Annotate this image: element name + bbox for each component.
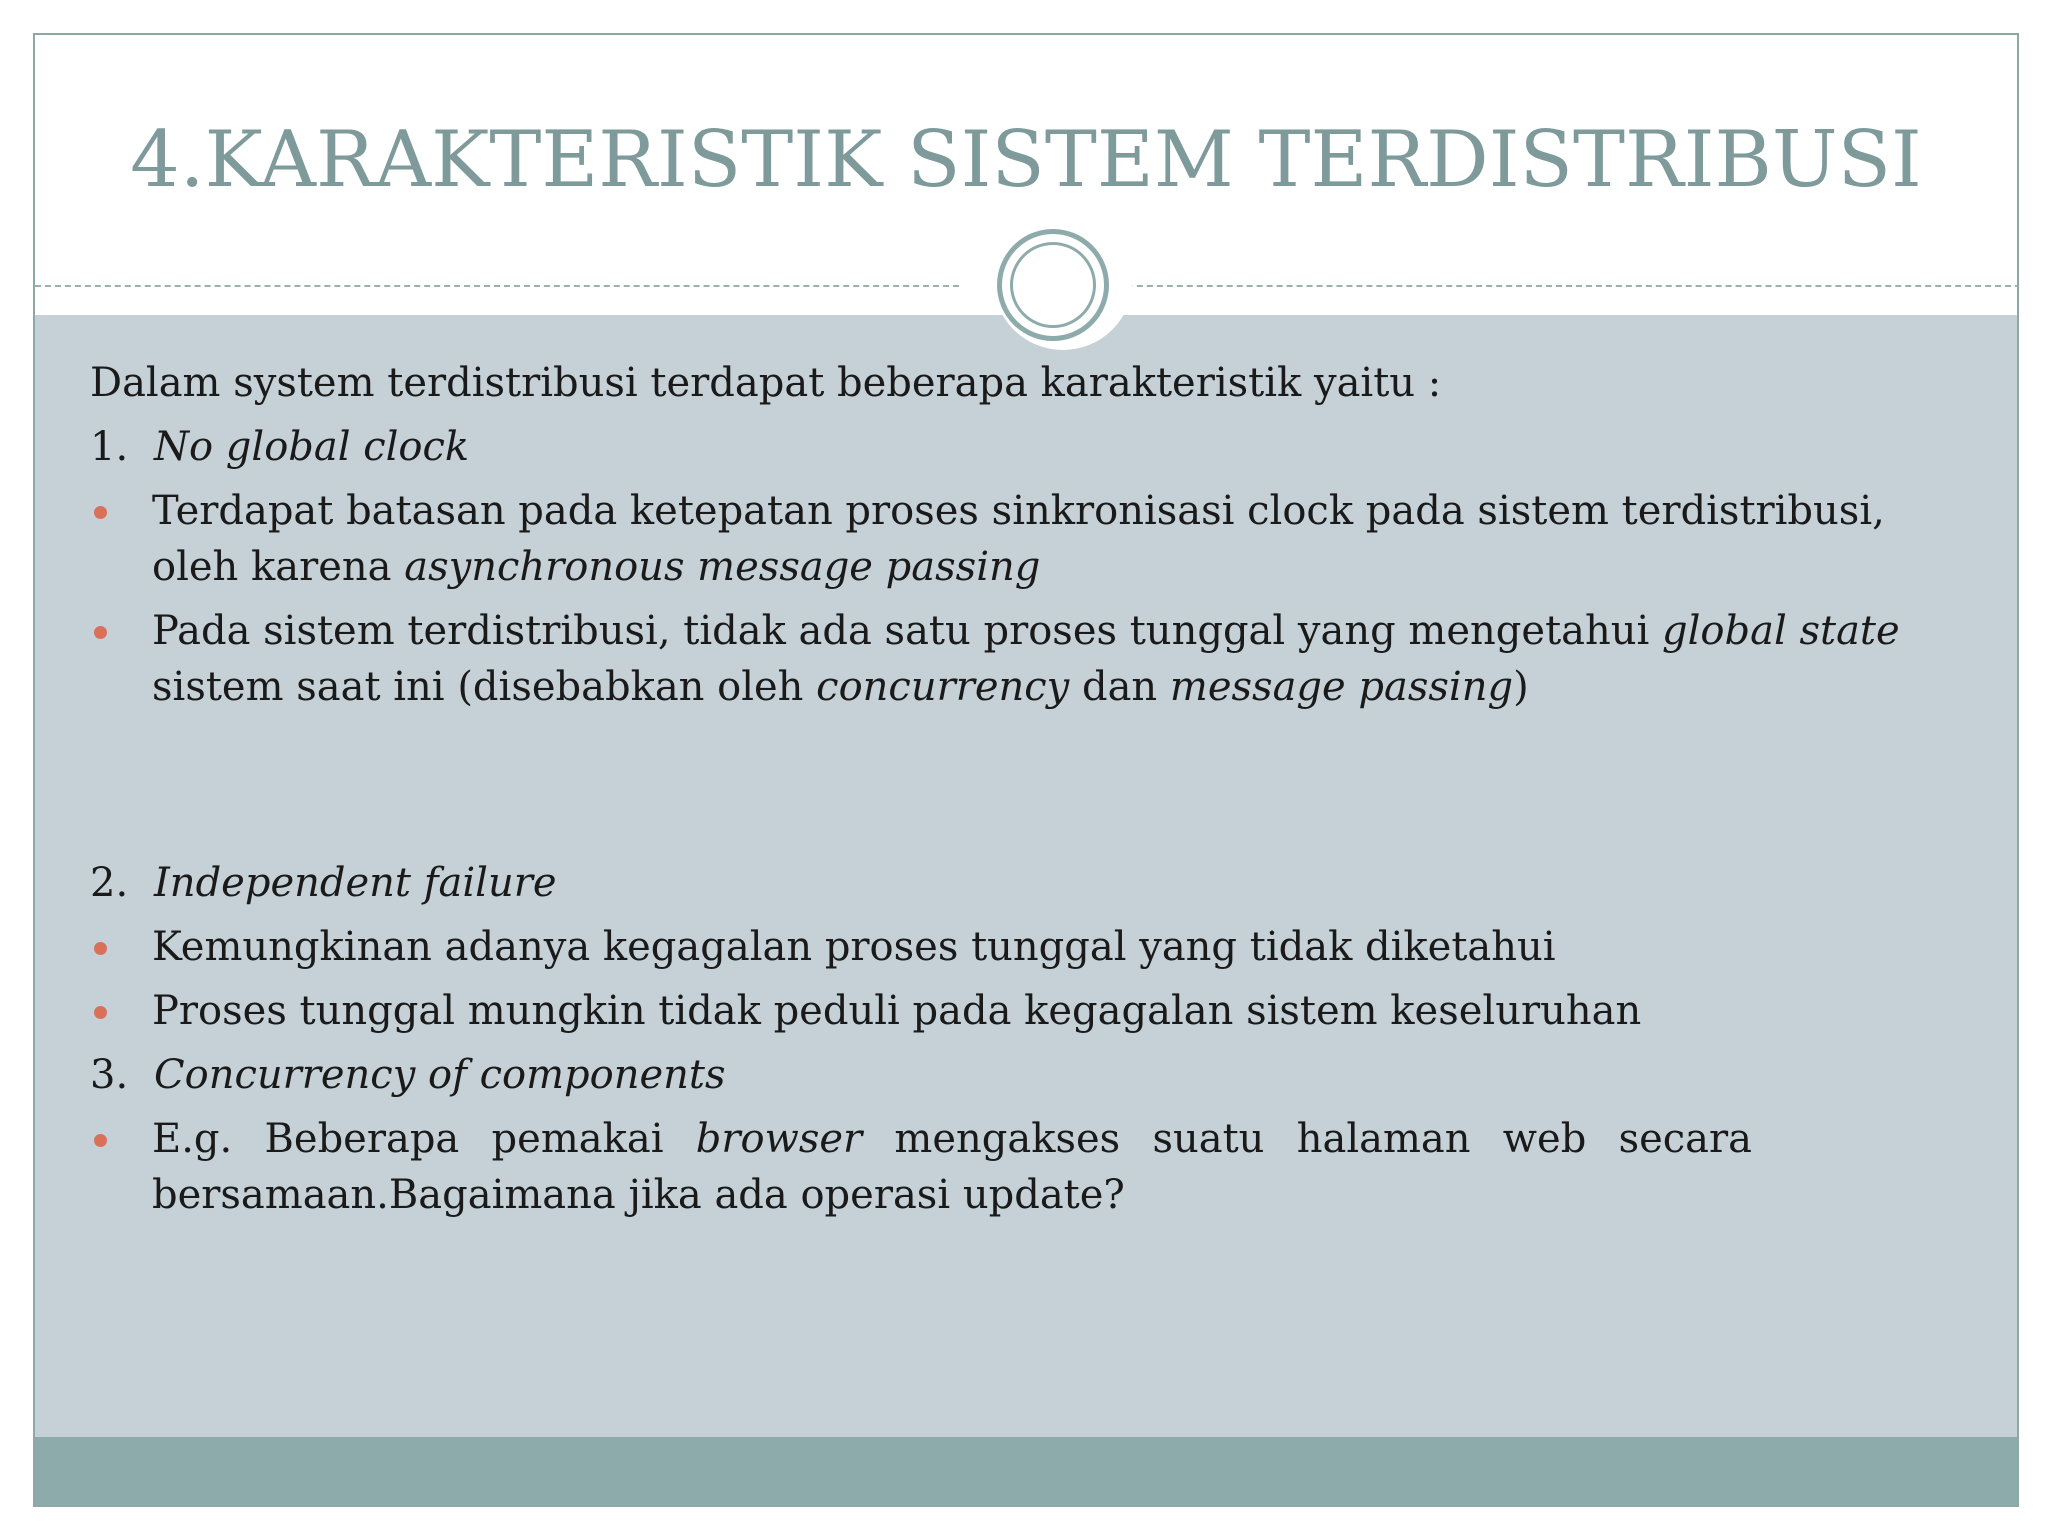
bullet-text-part: dan: [1069, 664, 1170, 710]
bullet-dot-icon: [94, 506, 107, 519]
section-title: Concurrency of components: [154, 1052, 726, 1098]
bullet-text-part: sistem saat ini (disebabkan oleh: [152, 664, 817, 710]
divider-right: [1097, 285, 2019, 287]
section-number: 3.: [90, 1052, 129, 1098]
bullet-text: [152, 1111, 1752, 1223]
section-title: No global clock: [154, 424, 470, 470]
bullet-text-part: E.g. Beberapa pemakai: [152, 1116, 696, 1162]
bullet-text: [152, 608, 1900, 710]
section-heading: [90, 1047, 1950, 1111]
footer-bar: [35, 1437, 2017, 1507]
bullet-text-part: mengakses suatu halaman web secara bersamaan.Bagaimana jika ada operasi update?: [152, 1116, 1752, 1218]
section-heading: [90, 855, 1950, 919]
slide-title: 4.KARAKTERISTIK SISTEM TERDISTRIBUSI: [130, 115, 1922, 205]
bullet-text-italic: browser: [695, 1116, 863, 1162]
bullet-text: Proses tunggal mungkin tidak peduli pada kegagalan sistem keseluruhan: [152, 988, 1642, 1034]
slide-body: [90, 355, 1950, 1231]
bullet-dot-icon: [94, 1006, 107, 1019]
bullet-text: Kemungkinan adanya kegagalan proses tunggal yang tidak diketahui: [152, 924, 1556, 970]
divider-left: [35, 285, 959, 287]
bullet-item: [90, 603, 1950, 715]
bullet-text-italic: concurrency: [816, 664, 1070, 710]
circle-ornament-icon: [997, 229, 1109, 341]
bullet-dot-icon: [94, 626, 107, 639]
circle-ornament-inner: [1010, 242, 1096, 328]
bullet-text-italic: asynchronous message passing: [404, 544, 1041, 590]
section-number: 1.: [90, 424, 129, 470]
bullet-dot-icon: [94, 1134, 107, 1147]
bullet-text: [152, 488, 1885, 590]
bullet-dot-icon: [94, 942, 107, 955]
bullet-text-italic: message passing: [1169, 664, 1514, 710]
slide: [33, 33, 2019, 1507]
bullet-text-part: ): [1513, 664, 1529, 710]
bullet-text-part: Pada sistem terdistribusi, tidak ada satu proses tunggal yang mengetahui: [152, 608, 1663, 654]
bullet-text-part: Terdapat batasan pada ketepatan proses sinkronisasi clock pada sistem terdistribusi, oleh karena: [152, 488, 1885, 590]
section-number: 2.: [90, 860, 129, 906]
bullet-item: [90, 1111, 1950, 1223]
bullet-item: [90, 483, 1950, 595]
spacer: [90, 723, 1950, 855]
bullet-text-italic: global state: [1662, 608, 1900, 654]
bullet-item: [90, 983, 1950, 1039]
bullet-item: [90, 919, 1950, 975]
intro-text: Dalam system terdistribusi terdapat beberapa karakteristik yaitu :: [90, 360, 1442, 406]
section-heading: [90, 419, 1950, 483]
section-title: Independent failure: [154, 860, 557, 906]
